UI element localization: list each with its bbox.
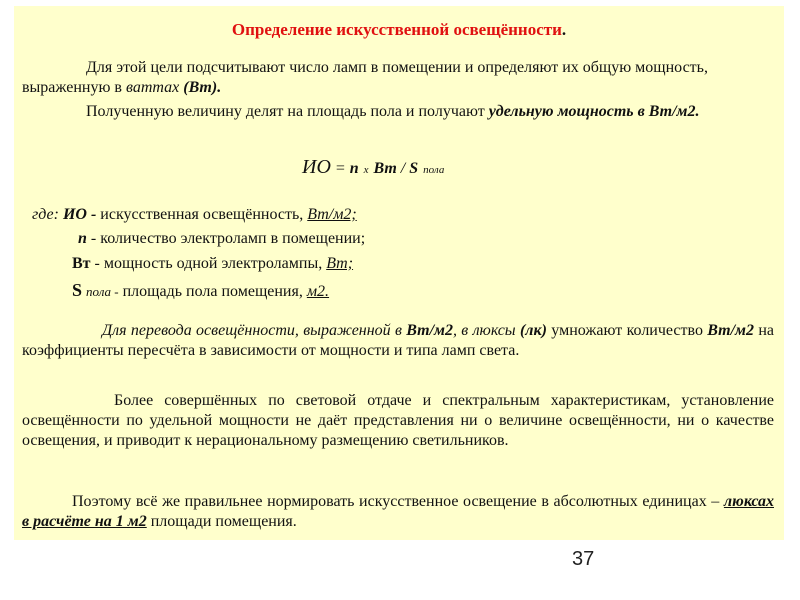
legend-where: где: <box>32 206 63 223</box>
para5-emphasis: люксах в расчёте на 1 м2 <box>22 493 774 530</box>
formula-n: n <box>349 160 359 177</box>
para3-text-c: , в люксы <box>452 322 520 339</box>
para2-text: Полученную величину делят на площадь пола и получают <box>86 103 489 120</box>
para1-unit-abbr: (Вт). <box>183 79 222 96</box>
paragraph-specific-power <box>22 102 774 122</box>
legend-io-unit: Вт/м2; <box>307 206 357 223</box>
title-period: . <box>561 20 567 39</box>
title-text: Определение искусственной освещённости <box>231 20 562 39</box>
paragraph-conclusion <box>22 492 774 532</box>
para1-unit-word: ваттах <box>125 79 180 96</box>
legend-wt-symbol: Вт <box>72 255 91 272</box>
legend-row-wt <box>72 255 353 273</box>
legend-n-text: - количество электроламп в помещении; <box>86 230 366 247</box>
para3-text-e: умножают количество <box>546 322 708 339</box>
para3-unit-a: Вт/м2 <box>406 322 453 339</box>
legend-n-symbol: n <box>78 230 87 247</box>
slide-panel <box>14 6 784 540</box>
legend-s-text: площадь пола помещения, <box>118 283 307 300</box>
legend-row-n <box>78 230 365 248</box>
legend-io-symbol: ИО - <box>62 206 97 223</box>
legend-row-s <box>72 280 329 301</box>
paragraph-conversion <box>22 321 774 361</box>
formula-lhs: ИО <box>302 156 331 178</box>
para3-unit-f: Вт/м2 <box>707 322 754 339</box>
legend-s-unit: м2. <box>306 283 330 300</box>
formula-wt: Вт <box>373 160 397 177</box>
para3-text-a: Для перевода освещённости, выраженной в <box>102 322 407 339</box>
legend-s-subscript: пола - <box>86 284 119 299</box>
formula-times: х <box>363 164 369 176</box>
para2-term: удельную мощность в Вт/м2. <box>488 103 700 120</box>
legend-io-text: искусственная освещённость, <box>96 206 308 223</box>
para3-lux: (лк) <box>519 322 547 339</box>
legend-s-symbol: S <box>72 280 83 300</box>
para3-text-g: на коэффициенты пересчёта в зависимости от мощности и типа ламп света. <box>22 322 774 359</box>
legend-wt-unit: Вт; <box>326 255 354 272</box>
legend-wt-text: - мощность одной электролампы, <box>90 255 327 272</box>
slide-title <box>14 20 784 40</box>
paragraph-lamp-count <box>22 58 774 98</box>
para1-text: Для этой цели подсчитывают число ламп в помещении и определяют их общую мощность, выраженную в <box>22 59 708 96</box>
formula-subscript: пола <box>423 164 445 176</box>
paragraph-drawbacks: Более совершённых по световой отдаче и спектральным характеристикам, установление освещённости по удельной мощности не даёт представления ни о величине освещённости, ни о качестве освещения, и приводит к нерациональному размещению светильников. <box>22 392 774 449</box>
legend-row-io <box>32 206 357 224</box>
formula-divide: / <box>396 160 410 177</box>
para5-text-a: Поэтому всё же правильнее нормировать искусственное освещение в абсолютных единицах – <box>72 493 724 510</box>
formula-equals: = <box>330 160 350 177</box>
para5-text-c: площади помещения. <box>146 513 297 530</box>
formula-s: S <box>409 160 419 177</box>
formula <box>302 156 444 179</box>
page-number: 37 <box>572 548 595 570</box>
